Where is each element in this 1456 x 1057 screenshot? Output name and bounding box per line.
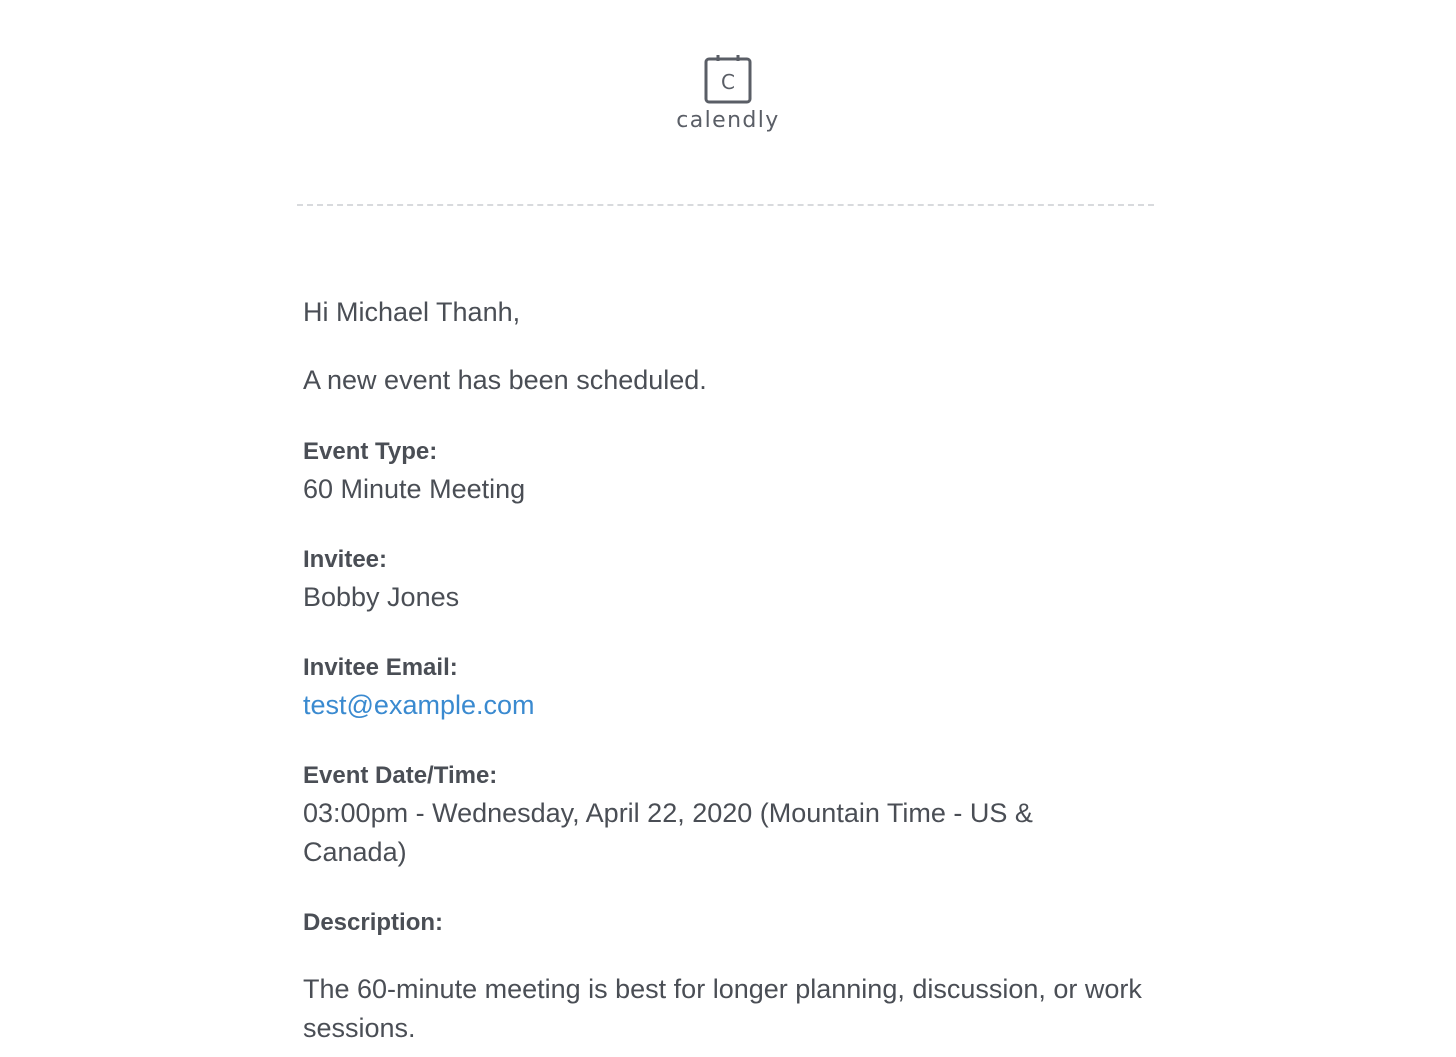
event-datetime-field: [303, 758, 1143, 872]
event-type-label: Event Type:: [303, 438, 438, 465]
event-datetime-label: Event Date/Time:: [303, 762, 498, 789]
event-datetime-value: 03:00pm - Wednesday, April 22, 2020 (Mountain Time - US & Canada): [303, 798, 1033, 867]
event-type-field: [303, 434, 1143, 509]
calendly-logo[interactable]: [0, 54, 1456, 134]
greeting: Hi Michael Thanh,: [303, 297, 521, 327]
calendar-icon: [704, 54, 752, 104]
invitee-label: Invitee:: [303, 546, 388, 573]
intro-text: A new event has been scheduled.: [303, 365, 707, 395]
header-divider: [297, 204, 1154, 206]
calendar-icon-letter: C: [721, 70, 735, 94]
invitee-email-label: Invitee Email:: [303, 654, 458, 681]
invitee-email-link[interactable]: test@example.com: [303, 690, 535, 720]
calendly-wordmark: calendly: [676, 108, 780, 133]
invitee-field: [303, 542, 1143, 617]
description-label: Description:: [303, 909, 444, 936]
description-text: The 60-minute meeting is best for longer planning, discussion, or work sessions.: [303, 974, 1142, 1043]
invitee-value: Bobby Jones: [303, 582, 460, 612]
email-body: [303, 292, 1143, 1048]
invitee-email-field: [303, 650, 1143, 725]
event-type-value: 60 Minute Meeting: [303, 474, 526, 504]
